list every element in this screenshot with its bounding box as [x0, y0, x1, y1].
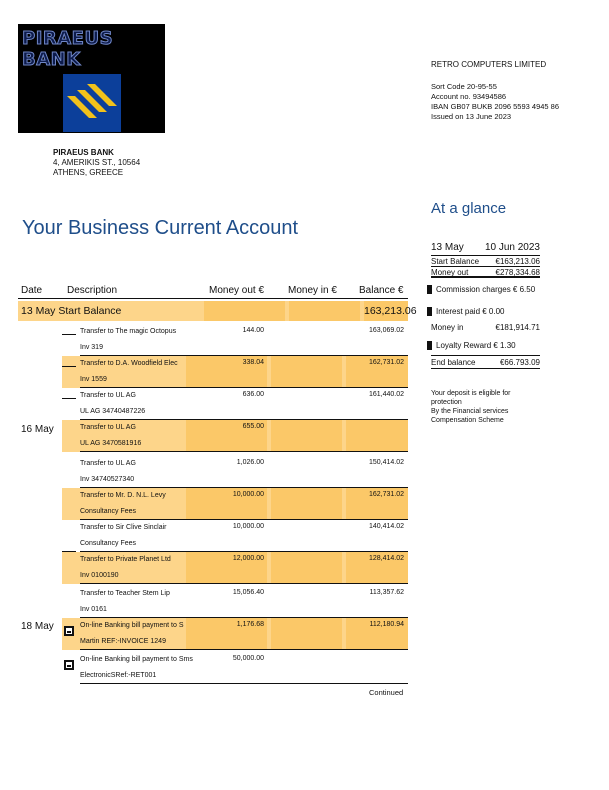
- glance-note-line3: Compensation Scheme: [431, 417, 504, 424]
- page-title: Your Business Current Account: [22, 217, 299, 239]
- glance-panel: [431, 242, 540, 425]
- row-balance: 161,440.02: [368, 391, 404, 398]
- row-balance: 128,414.02: [368, 555, 404, 562]
- glance-date-from: 13 May: [431, 242, 464, 253]
- table-row: [62, 520, 408, 552]
- row-balance: 140,414.02: [368, 523, 404, 530]
- header-money-in: Money in €: [288, 285, 337, 296]
- row-reference: Martin REF:-INVOICE 1249: [80, 638, 166, 645]
- row-balance: 150,414.02: [368, 459, 404, 466]
- row-reference: Consultancy Fees: [80, 508, 137, 515]
- glance-in-row: [431, 319, 540, 337]
- marker-square-icon: [427, 341, 432, 350]
- glance-dates: [431, 242, 540, 256]
- row-balance: 113,357.62: [369, 589, 404, 596]
- row-money-out: 50,000.00: [232, 655, 264, 662]
- glance-start-label: Start Balance: [431, 257, 480, 266]
- glance-start-row: [431, 256, 540, 267]
- sort-code: Sort Code 20-95-55: [431, 82, 497, 91]
- company-name: RETRO COMPUTERS LIMITED: [431, 60, 547, 69]
- header-date: Date: [21, 285, 43, 296]
- start-balance-label: 13 May Start Balance: [21, 305, 122, 317]
- glance-end-value: €66.793.09: [499, 358, 540, 367]
- glance-out-value: €278,334.68: [495, 268, 540, 277]
- glance-commission: Commission charges € 6.50: [436, 284, 536, 294]
- row-reference: Inv 0100190: [80, 572, 119, 579]
- glance-title: At a glance: [431, 200, 507, 217]
- row-description: Transfer to Teacher Stem Lip: [80, 590, 170, 597]
- header-balance: Balance €: [359, 285, 404, 296]
- glance-end-label: End balance: [431, 358, 476, 367]
- row-reference: Inv 1559: [80, 376, 107, 383]
- glance-start-value: €163,213.06: [495, 257, 540, 266]
- row-description: Transfer to The magic Octopus: [80, 328, 177, 335]
- start-balance-value: 163,213.06: [364, 301, 408, 321]
- glance-end-row: [431, 355, 540, 369]
- row-money-out: 636.00: [242, 391, 264, 398]
- bank-address: [53, 148, 140, 178]
- glance-loyalty: Loyalty Reward € 1.30: [436, 340, 516, 350]
- row-reference: ElectronicSRef:-RET001: [80, 672, 157, 679]
- table-row: [62, 356, 408, 388]
- table-row: [62, 488, 408, 520]
- table-row: [62, 324, 408, 356]
- row-description: Transfer to Sir Clive Sinclair: [80, 524, 167, 531]
- row-money-out: 655.00: [242, 423, 264, 430]
- header-description: Description: [67, 285, 118, 296]
- row-balance: 112,180.94: [369, 621, 404, 628]
- row-money-out: 338.04: [242, 359, 264, 366]
- row-description: Transfer to Mr. D. N.L. Levy: [80, 492, 166, 499]
- glance-note-line2: By the Financial services: [431, 408, 509, 415]
- date-label: 16 May: [21, 424, 54, 435]
- row-reference: UL AG 3470581916: [80, 440, 142, 447]
- glance-note-line1: Your deposit is eligible for protection: [431, 390, 511, 406]
- row-reference: Consultancy Fees: [80, 540, 137, 547]
- table-row: [62, 456, 408, 488]
- row-marker-line: [62, 366, 76, 367]
- table-row: [62, 388, 408, 420]
- marker-square-icon: [427, 307, 432, 316]
- row-balance: 163,069.02: [368, 327, 404, 334]
- table-row: [62, 420, 408, 452]
- row-description: Transfer to UL AG: [80, 460, 136, 467]
- iban: IBAN GB07 BUKB 2096 5593 4945 86: [431, 102, 560, 111]
- row-description: Transfer to D.A. Woodfield Elec: [80, 360, 178, 367]
- start-money-in-cell: [289, 301, 360, 321]
- account-number: Account no. 93494586: [431, 92, 507, 101]
- bank-address-line2: ATHENS, GREECE: [53, 168, 124, 177]
- start-money-out-cell: [204, 301, 285, 321]
- row-description: Transfer to UL AG: [80, 392, 136, 399]
- row-money-out: 144.00: [242, 327, 264, 334]
- table-row: [62, 552, 408, 584]
- row-description: On-line Banking bill payment to S: [80, 622, 184, 629]
- table-row: [62, 618, 408, 650]
- row-reference: Inv 34740527340: [80, 476, 135, 483]
- continued-label: Continued: [369, 688, 404, 697]
- table-row: [62, 586, 408, 618]
- logo-text: PIRAEUS BANK: [22, 28, 114, 70]
- row-balance: 162,731.02: [368, 359, 404, 366]
- row-money-out: 10,000.00: [232, 523, 264, 530]
- row-description: Transfer to UL AG: [80, 424, 136, 431]
- row-marker-line: [62, 334, 76, 335]
- bank-logo: [18, 24, 165, 133]
- row-money-out: 10,000.00: [232, 491, 264, 498]
- checkbox-marker-icon: [64, 660, 74, 670]
- logo-emblem-icon: [63, 74, 121, 132]
- glance-interest: Interest paid € 0.00: [436, 306, 505, 316]
- row-money-out: 12,000.00: [232, 555, 264, 562]
- glance-commission-row: [431, 281, 540, 297]
- checkbox-marker-icon: [64, 626, 74, 636]
- row-description: Transfer to Private Planet Ltd: [80, 556, 171, 563]
- bank-name: PIRAEUS BANK: [53, 148, 114, 157]
- glance-in-label: Money in: [431, 323, 464, 332]
- row-marker-line: [62, 398, 76, 399]
- glance-note: [431, 389, 540, 425]
- glance-in-value: €181,914.71: [495, 323, 540, 332]
- row-reference: Inv 319: [80, 344, 103, 351]
- row-balance: 162,731.02: [368, 491, 404, 498]
- glance-out-label: Money out: [431, 268, 469, 277]
- marker-square-icon: [427, 285, 432, 294]
- glance-interest-row: [431, 303, 540, 319]
- row-reference: Inv 0161: [80, 606, 107, 613]
- bank-address-line1: 4, AMERIKIS ST., 10564: [53, 158, 141, 167]
- start-balance-row: [18, 301, 417, 321]
- row-money-out: 1,176.68: [236, 621, 264, 628]
- row-money-out: 1,026.00: [236, 459, 264, 466]
- header-money-out: Money out €: [209, 285, 265, 296]
- row-description: On-line Banking bill payment to Sms: [80, 656, 193, 663]
- issued-date: Issued on 13 June 2023: [431, 112, 512, 121]
- date-label: 18 May: [21, 621, 54, 632]
- row-reference: UL AG 34740487226: [80, 408, 146, 415]
- glance-loyalty-row: [431, 337, 540, 353]
- row-money-out: 15,056.40: [232, 589, 264, 596]
- glance-date-to: 10 Jun 2023: [484, 242, 540, 253]
- glance-out-row: [431, 267, 540, 278]
- account-info: [431, 82, 559, 122]
- table-row: [62, 652, 408, 684]
- table-header: [18, 283, 408, 299]
